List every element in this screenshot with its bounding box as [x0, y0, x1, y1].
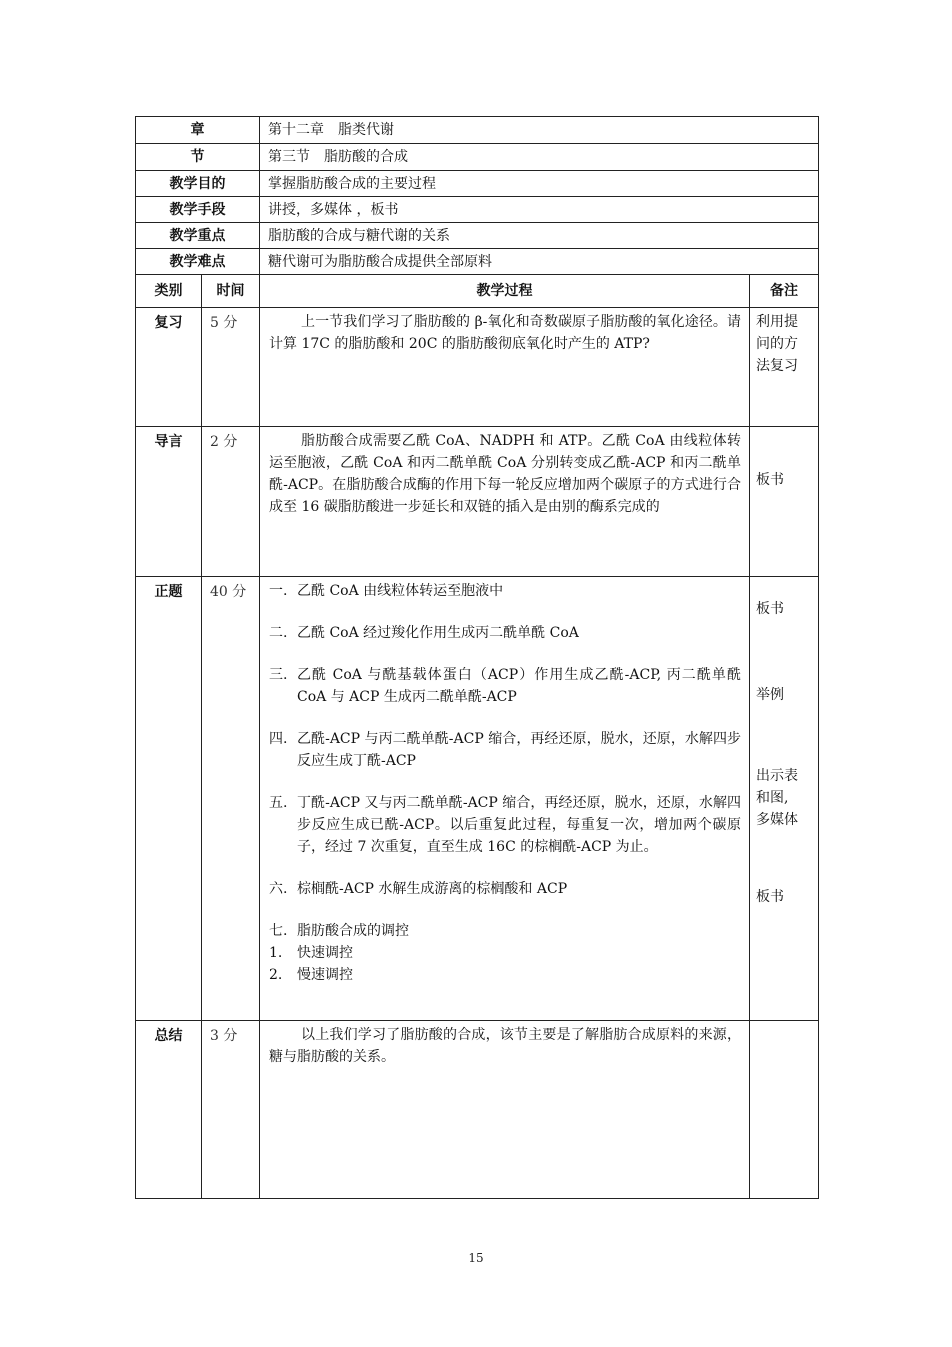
list-item-number: 三. — [269, 667, 288, 683]
summary-category: 总结 — [136, 1021, 202, 1199]
intro-notes — [750, 427, 819, 577]
column-header-process: 教学过程 — [260, 275, 750, 308]
list-item-number: 五. — [269, 795, 288, 811]
method-label: 教学手段 — [136, 197, 260, 223]
summary-text-cell — [260, 1021, 750, 1199]
key-point-value: 脂肪酸的合成与糖代谢的关系 — [260, 223, 819, 249]
section-value: 第三节 脂肪酸的合成 — [260, 144, 819, 171]
list-item-text: 乙酰 CoA 由线粒体转运至胞液中 — [297, 583, 504, 599]
main-note: 举例 — [756, 687, 784, 703]
main-category: 正题 — [136, 577, 202, 1021]
difficulty-value: 糖代谢可为脂肪酸合成提供全部原料 — [260, 249, 819, 275]
main-note: 板书 — [756, 601, 784, 617]
summary-row — [136, 1021, 819, 1199]
chapter-value: 第十二章 脂类代谢 — [260, 117, 819, 144]
list-item-text: 脂肪酸合成的调控 — [297, 923, 409, 939]
list-item-text: 乙酰 CoA 与酰基载体蛋白（ACP）作用生成乙酰-ACP, 丙二酰单酰 CoA 与 ACP 生成丙二酰单酰-ACP — [297, 667, 741, 705]
list-item — [269, 664, 741, 708]
column-header-notes: 备注 — [750, 275, 819, 308]
main-note: 多媒体 — [756, 812, 798, 828]
chapter-label: 章 — [136, 117, 260, 144]
summary-text: 以上我们学习了脂肪酸的合成，该节主要是了解脂肪合成原料的来源，糖与脂肪酸的关系。 — [269, 1027, 741, 1065]
method-row — [136, 197, 819, 223]
column-header-row — [136, 275, 819, 308]
difficulty-label: 教学难点 — [136, 249, 260, 275]
section-row — [136, 144, 819, 171]
list-item-number: 六. — [269, 881, 288, 897]
sub-list-item-number: 2. — [269, 967, 283, 983]
objective-row — [136, 171, 819, 197]
list-item-text: 乙酰 CoA 经过羧化作用生成丙二酰单酰 CoA — [297, 625, 579, 641]
list-item — [269, 792, 741, 858]
section-label: 节 — [136, 144, 260, 171]
list-item — [269, 580, 741, 602]
chapter-row — [136, 117, 819, 144]
review-note-line: 法复习 — [756, 358, 798, 374]
column-header-category: 类别 — [136, 275, 202, 308]
review-text-cell — [260, 308, 750, 427]
review-notes — [750, 308, 819, 427]
intro-text: 脂肪酸合成需要乙酰 CoA、NADPH 和 ATP。乙酰 CoA 由线粒体转运至胞液，乙酰 CoA 和丙二酰单酰 CoA 分别转变成乙酰-ACP 和丙二酰单酰-ACP。在脂肪酸合成酶的作用下每一轮反应增加两个碳原子的方式进行合成至 16 碳脂肪酸进一步延长和双链的插入是由别的酶系完成的 — [269, 433, 741, 515]
main-time: 40 分 — [202, 577, 260, 1021]
method-value: 讲授，多媒体 ，板书 — [260, 197, 819, 223]
sub-list-item-text: 快速调控 — [297, 945, 353, 961]
list-item-number: 二. — [269, 625, 288, 641]
intro-text-cell — [260, 427, 750, 577]
main-row — [136, 577, 819, 1021]
intro-note: 板书 — [756, 472, 784, 488]
list-item-number: 四. — [269, 731, 288, 747]
list-item — [269, 622, 741, 644]
list-item — [269, 878, 741, 900]
sub-list-item-number: 1. — [269, 945, 283, 961]
review-text: 上一节我们学习了脂肪酸的 β-氧化和奇数碳原子脂肪酸的氧化途径。请计算 17C 的脂肪酸和 20C 的脂肪酸彻底氧化时产生的 ATP? — [269, 314, 741, 352]
intro-category: 导言 — [136, 427, 202, 577]
list-item-text: 乙酰-ACP 与丙二酰单酰-ACP 缩合，再经还原，脱水，还原，水解四步反应生成丁酰-ACP — [297, 731, 741, 769]
key-point-label: 教学重点 — [136, 223, 260, 249]
page-number: 15 — [468, 1251, 484, 1265]
summary-notes — [750, 1021, 819, 1199]
lesson-plan-table — [135, 116, 819, 1199]
difficulty-row — [136, 249, 819, 275]
sub-list-item — [269, 942, 741, 964]
review-note-line: 利用提 — [756, 314, 798, 330]
list-item-text: 棕榈酰-ACP 水解生成游离的棕榈酸和 ACP — [297, 881, 568, 897]
sub-list-item — [269, 964, 741, 986]
key-point-row — [136, 223, 819, 249]
sub-list-item-text: 慢速调控 — [297, 967, 353, 983]
intro-time: 2 分 — [202, 427, 260, 577]
main-note: 出示表 — [756, 768, 798, 784]
list-item-number: 一. — [269, 583, 288, 599]
review-row — [136, 308, 819, 427]
main-note: 板书 — [756, 889, 784, 905]
column-header-time: 时间 — [202, 275, 260, 308]
review-note-line: 问的方 — [756, 336, 798, 352]
list-item — [269, 920, 741, 942]
main-notes — [750, 577, 819, 1021]
list-item — [269, 728, 741, 772]
summary-time: 3 分 — [202, 1021, 260, 1199]
intro-row — [136, 427, 819, 577]
objective-label: 教学目的 — [136, 171, 260, 197]
main-note: 和图, — [756, 790, 789, 806]
objective-value: 掌握脂肪酸合成的主要过程 — [260, 171, 819, 197]
main-text-cell — [260, 577, 750, 1021]
review-category: 复习 — [136, 308, 202, 427]
list-item-number: 七. — [269, 923, 288, 939]
list-item-text: 丁酰-ACP 又与丙二酰单酰-ACP 缩合，再经还原，脱水，还原，水解四步反应生成已酰-ACP。以后重复此过程，每重复一次，增加两个碳原子，经过 7 次重复，直至生成 16C 的棕榈酰-ACP 为止。 — [297, 795, 741, 855]
review-time: 5 分 — [202, 308, 260, 427]
